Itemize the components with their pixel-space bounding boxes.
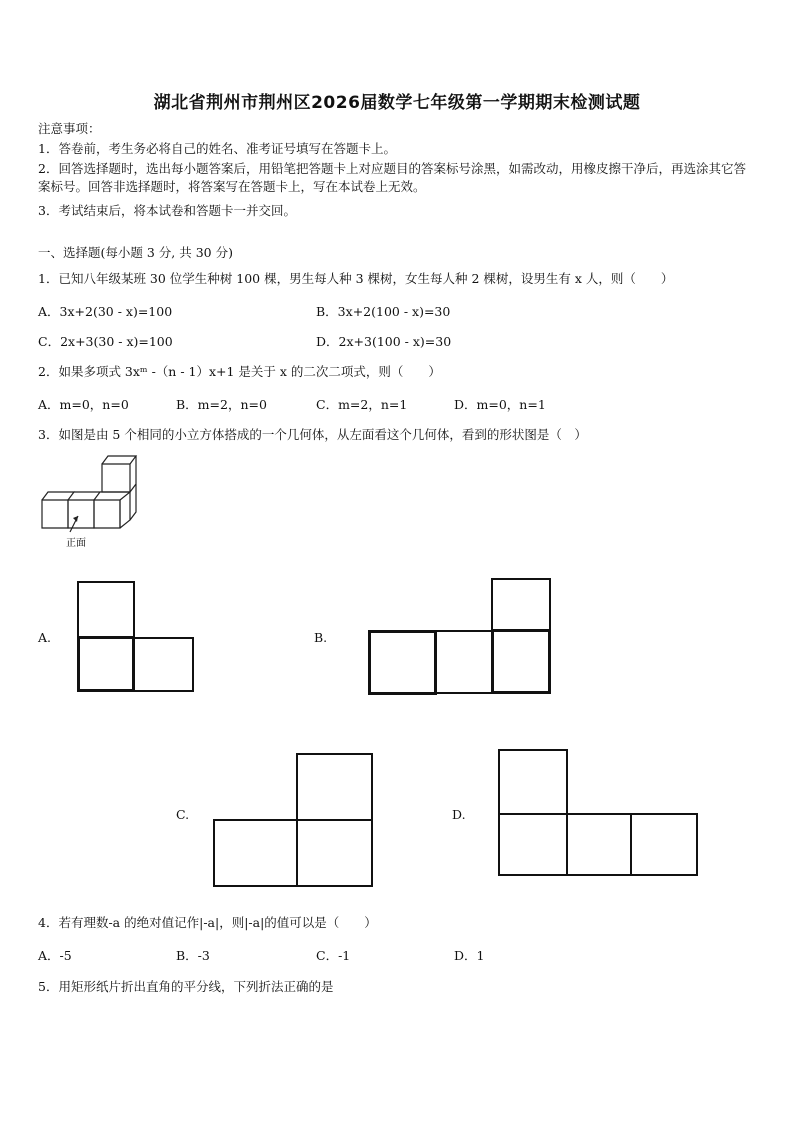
square xyxy=(491,629,551,694)
q2-option-d: D．m=0，n=1 xyxy=(454,397,546,412)
q3-option-d-label: D. xyxy=(452,807,466,822)
square xyxy=(77,636,135,692)
q4-option-b: B．-3 xyxy=(176,948,210,963)
q4-option-c: C．-1 xyxy=(316,948,351,963)
q3-option-c-label: C. xyxy=(176,807,190,822)
square xyxy=(133,637,194,692)
notice-item-3: 3．考试结束后，将本试卷和答题卡一并交回。 xyxy=(38,203,296,218)
q5-stem: 5．用矩形纸片折出直角的平分线，下列折法正确的是 xyxy=(38,979,334,994)
q2-stem: 2．如果多项式 3xᵐ -（n - 1）x+1 是关于 x 的二次二项式，则（ ） xyxy=(38,364,441,379)
square xyxy=(566,813,632,876)
q2-option-a: A．m=0，n=0 xyxy=(38,397,129,412)
q3-option-b-label: B. xyxy=(314,630,328,645)
notice-heading: 注意事项： xyxy=(38,121,101,136)
q3-option-a-label: A. xyxy=(38,630,52,645)
q4-option-a: A．-5 xyxy=(38,948,72,963)
q3-stem: 3．如图是由 5 个相同的小立方体搭成的一个几何体，从左面看这个几何体，看到的形状图是（ ） xyxy=(38,427,587,442)
square xyxy=(435,630,493,694)
notice-item-1: 1．答卷前，考生务必将自己的姓名、准考证号填写在答题卡上。 xyxy=(38,141,396,156)
square xyxy=(498,749,568,815)
square xyxy=(296,753,373,821)
q1-option-c: C．2x+3(30 - x)=100 xyxy=(38,334,173,349)
square xyxy=(77,581,135,638)
q4-stem: 4．若有理数-a 的绝对值记作|-a|，则|-a|的值可以是（ ） xyxy=(38,915,377,930)
notice-item-2: 2．回答选择题时，选出每小题答案后，用铅笔把答题卡上对应题目的答案标号涂黑，如需改动，用橡皮擦干净后，再选涂其它答案标号。回答非选择题时，将答案写在答题卡上，写在本试卷上无效。 xyxy=(38,161,746,194)
cube-figure xyxy=(36,452,146,552)
square xyxy=(491,578,551,632)
page-title: 湖北省荆州市荆州区2026届数学七年级第一学期期末检测试题 xyxy=(153,93,641,113)
square xyxy=(630,813,698,876)
q2-option-b: B．m=2，n=0 xyxy=(176,397,267,412)
square xyxy=(498,813,568,876)
front-label: 正面 xyxy=(66,538,86,549)
q1-option-d: D．2x+3(100 - x)=30 xyxy=(316,334,452,349)
square xyxy=(368,630,437,695)
square xyxy=(213,819,298,887)
q2-option-c: C．m=2，n=1 xyxy=(316,397,408,412)
section-heading: 一、选择题(每小题 3 分, 共 30 分) xyxy=(38,245,233,260)
q1-option-a: A．3x+2(30 - x)=100 xyxy=(38,304,173,319)
q4-option-d: D．1 xyxy=(454,948,485,963)
square xyxy=(296,819,373,887)
q1-stem: 1．已知八年级某班 30 位学生种树 100 棵，男生每人种 3 棵树，女生每人种 2 棵树，设男生有 x 人，则（ ） xyxy=(38,271,674,286)
q1-option-b: B．3x+2(100 - x)=30 xyxy=(316,304,451,319)
